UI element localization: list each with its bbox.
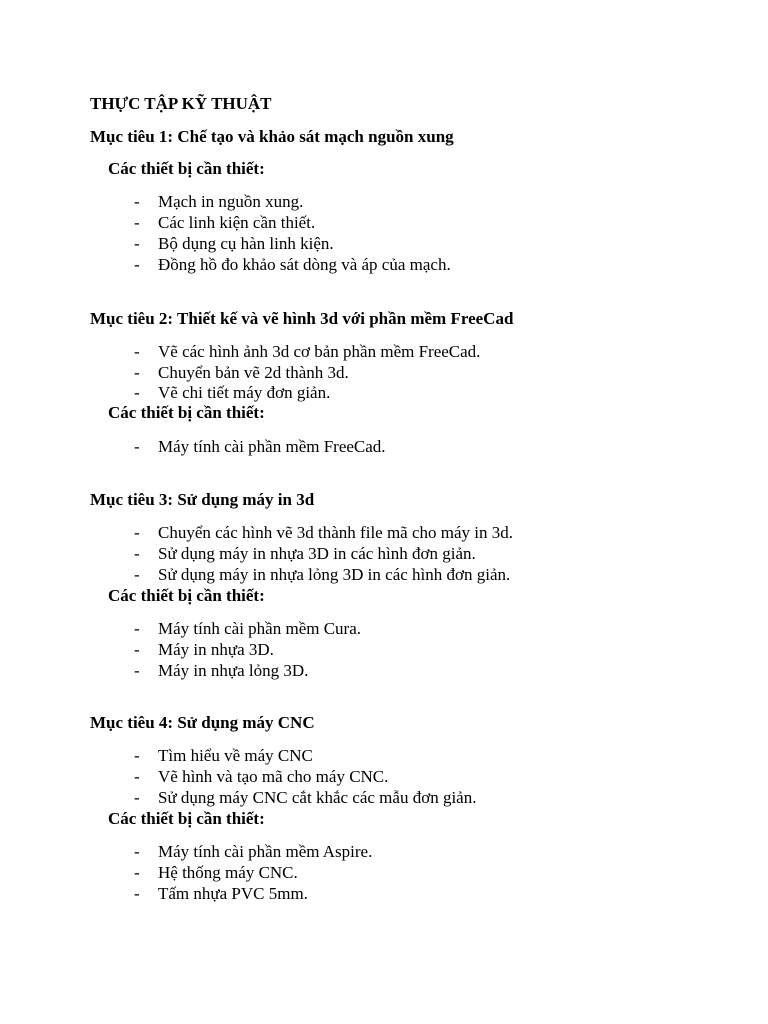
list-item-text: Hệ thống máy CNC. [158,863,298,882]
bullet-dash: - [134,255,140,274]
goal-1-heading: Mục tiêu 1: Chế tạo và khảo sát mạch nguồn xung [90,127,454,146]
list-item-text: Chuyển các hình vẽ 3d thành file mã cho máy in 3d. [158,523,514,542]
list-item-text: Máy tính cài phần mềm Aspire. [158,842,373,861]
list-item-text: Bộ dụng cụ hàn linh kiện. [158,234,334,253]
goal-2-heading: Mục tiêu 2: Thiết kế và vẽ hình 3d với phần mềm FreeCad [90,309,514,328]
bullet-dash: - [134,383,140,402]
list-item-text: Mạch in nguồn xung. [158,192,304,211]
goal-4-heading: Mục tiêu 4: Sử dụng máy CNC [90,713,315,732]
list-item-text: Các linh kiện cần thiết. [158,213,316,232]
bullet-dash: - [134,863,140,882]
list-item-text: Vẽ các hình ảnh 3d cơ bản phần mềm FreeCad. [158,342,481,361]
bullet-dash: - [134,788,140,807]
list-item-text: Vẽ hình và tạo mã cho máy CNC. [158,767,389,786]
bullet-dash: - [134,523,140,542]
list-item-text: Chuyển bản vẽ 2d thành 3d. [158,363,349,382]
bullet-dash: - [134,842,140,861]
list-item-text: Sử dụng máy CNC cắt khắc các mẫu đơn giản. [158,788,477,807]
goal-2-equipment-heading: Các thiết bị cần thiết: [108,403,265,422]
list-item-text: Máy tính cài phần mềm FreeCad. [158,437,386,456]
bullet-dash: - [134,213,140,232]
goal-4-equipment-heading: Các thiết bị cần thiết: [108,809,265,828]
bullet-dash: - [134,767,140,786]
list-item-text: Sử dụng máy in nhựa 3D in các hình đơn giản. [158,544,476,563]
list-item-text: Máy in nhựa 3D. [158,640,274,659]
bullet-dash: - [134,363,140,382]
bullet-dash: - [134,640,140,659]
bullet-dash: - [134,619,140,638]
bullet-dash: - [134,192,140,211]
list-item-text: Đồng hồ đo khảo sát dòng và áp của mạch. [158,255,451,274]
bullet-dash: - [134,565,140,584]
list-item-text: Tìm hiểu về máy CNC [158,746,313,765]
bullet-dash: - [134,661,140,680]
bullet-dash: - [134,437,140,456]
list-item-text: Máy in nhựa lỏng 3D. [158,661,309,680]
bullet-dash: - [134,746,140,765]
bullet-dash: - [134,342,140,361]
goal-3-heading: Mục tiêu 3: Sử dụng máy in 3d [90,490,315,509]
list-item-text: Máy tính cài phần mềm Cura. [158,619,362,638]
list-item-text: Sử dụng máy in nhựa lỏng 3D in các hình đơn giản. [158,565,511,584]
goal-1-equipment-heading: Các thiết bị cần thiết: [108,159,265,178]
goal-3-equipment-heading: Các thiết bị cần thiết: [108,586,265,605]
list-item-text: Tấm nhựa PVC 5mm. [158,884,308,903]
document-title: THỰC TẬP KỸ THUẬT [90,94,272,113]
bullet-dash: - [134,234,140,253]
list-item-text: Vẽ chi tiết máy đơn giản. [158,383,331,402]
bullet-dash: - [134,884,140,903]
bullet-dash: - [134,544,140,563]
